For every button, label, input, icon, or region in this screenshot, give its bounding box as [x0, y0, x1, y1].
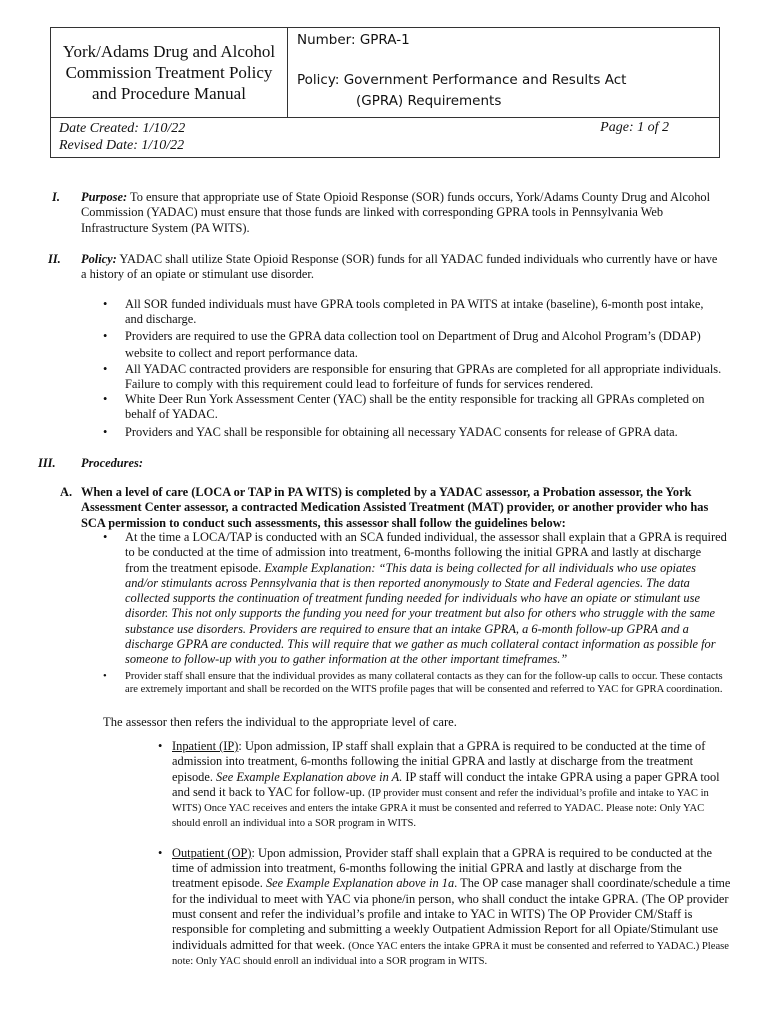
- inpatient-example-ref: See Example Explanation above in A.: [216, 769, 403, 784]
- assessor-guideline-item: • Provider staff shall ensure that the individual provides as many collateral contacts as they can for the follow-up calls to occur. These contacts are extremely important and shall be recorded on the WITS profile pages that will be consented and referred to YAC for GPRA coordination.: [100, 670, 728, 696]
- outpatient-text: : Upon admission, Provider staff shall explain that a GPRA is required to be conducted at the time of admission into treatment, 6-months following the initial GPRA and lastly at discharge from the treatment episode.: [172, 845, 713, 891]
- subsection-a-heading: When a level of care (LOCA or TAP in PA WITS) is completed by a YADAC assessor, a Probation assessor, the York Assessment Center assessor, a contracted Medication Assisted Treatment (MAT) provider, or another provider who has SCA permission to conduct such assessments, this assessor shall follow the guidelines below:: [81, 485, 709, 530]
- section-numeral-procedures: III.: [38, 456, 56, 470]
- assessor-guideline-item: [100, 530, 728, 668]
- outpatient-text-cont: . The OP case manager shall coordinate/schedule a time for the individual to meet with YAC via phone/in person, who shall conduct the intake GPRA. (The OP provider must consent and refer the individual’s profile and intake to YAC in WITS) The OP Provider CM/Staff is responsible for completing and submitting a weekly Outpatient Admission Report for all Opiate/Stimulant use individuals admitted for that week.: [172, 876, 731, 952]
- page-number: Page: 1 of 2: [600, 120, 669, 135]
- policy-number: Number: GPRA-1: [297, 32, 410, 48]
- header-top-row: [51, 28, 719, 118]
- policy-bullet: • Providers and YAC shall be responsible for obtaining all necessary YADAC consents for release of GPRA data.: [100, 425, 722, 440]
- policy-bullet: • Providers are required to use the GPRA data collection tool on Department of Drug and Alcohol Program’s (DDAP) website to collect and report performance data.: [100, 328, 722, 362]
- outpatient-label: Outpatient (OP): [172, 845, 252, 860]
- header-table: [50, 27, 720, 158]
- manual-title: York/Adams Drug and Alcohol Commission Treatment Policy and Procedure Manual: [51, 28, 288, 117]
- assessor-refers-text: The assessor then refers the individual to the appropriate level of care.: [103, 715, 457, 729]
- section-numeral-policy: II.: [48, 252, 61, 266]
- purpose-label: Purpose:: [81, 190, 128, 204]
- guideline-text: At the time a LOCA/TAP is conducted with an SCA funded individual, the assessor shall explain that a GPRA is required to be conducted at the time of admission into treatment, 6-months following the initial GPRA and lastly at discharge from the treatment episode.: [125, 530, 727, 575]
- inpatient-label: Inpatient (IP): [172, 739, 239, 753]
- purpose-text: To ensure that appropriate use of State Opioid Response (SOR) funds occurs, York/Adams County Drug and Alcohol Commission (YADAC) must ensure that those funds are linked with corresponding GPRA tools in Pennsylvania Web Infrastructure System (PA WITS).: [81, 190, 711, 235]
- policy-name-line2: (GPRA) Requirements: [356, 93, 502, 109]
- policy-label: Policy:: [81, 252, 117, 266]
- policy-bullet: • All SOR funded individuals must have GPRA tools completed in PA WITS at intake (baseline), 6-month post intake, and discharge.: [100, 297, 722, 328]
- purpose-section: [81, 190, 721, 236]
- date-created: Date Created: 1/10/22: [59, 121, 186, 136]
- policy-meta: [297, 28, 717, 117]
- outpatient-note: (Once YAC enters the intake GPRA it must be consented and referred to YADAC.) Please note: Only YAC should enroll an individual into a SOR program in WITS.: [172, 940, 729, 967]
- policy-bullet-list: [100, 297, 722, 440]
- outpatient-item: [155, 846, 731, 968]
- inpatient-note: (IP provider must consent and refer the individual’s profile and intake to YAC in WITS) Once YAC receives and enters the intake GPRA it must be consented and referred to YADAC. Please note: Only YAC should enroll an individual into a SOR program in WITS.: [172, 787, 709, 830]
- inpatient-text: : Upon admission, IP staff shall explain that a GPRA is required to be conducted at the time of admission into treatment, 6-months following the initial GPRA and lastly at discharge from the treatment episode.: [172, 739, 706, 784]
- subsection-letter-a: A.: [60, 485, 73, 499]
- outpatient-example-ref: See Example Explanation above in 1a: [265, 876, 455, 891]
- policy-name-line1: Policy: Government Performance and Results Act: [297, 72, 627, 88]
- inpatient-item: [155, 739, 731, 831]
- policy-section: [81, 252, 721, 283]
- policy-text: YADAC shall utilize State Opioid Response (SOR) funds for all YADAC funded individuals who currently have or have a history of an opiate or stimulant use disorder.: [81, 252, 718, 282]
- policy-bullet: • All YADAC contracted providers are responsible for ensuring that GPRAs are completed for all appropriate individuals. Failure to comply with this requirement could lead to forfeiture of funds for services rendered.: [100, 362, 722, 393]
- policy-bullet: • White Deer Run York Assessment Center (YAC) shall be the entity responsible for tracking all GPRAs completed on behalf of YADAC.: [100, 392, 722, 423]
- section-numeral-purpose: I.: [52, 190, 60, 204]
- level-of-care-list: [155, 739, 731, 968]
- inpatient-text-cont: IP staff will conduct the intake GPRA using a paper GPRA tool and send it back to YAC for follow-up.: [172, 769, 720, 799]
- policy-dates: [59, 120, 185, 154]
- example-explanation: Example Explanation: “This data is being collected for all individuals who use opiates and/or stimulants across Pennsylvania that is then reported anonymously to State and Federal agencies. The data collected supports the continuation of treatment funding needed for individuals who have an opiate or stimulant use disorder. This not only supports the funding you need for your treatment but also for others who struggle with the same substance use disorders. Providers are required to ensure that an intake GPRA, a 6-month follow-up GPRA and a discharge GPRA are conducted. This will require that we gather as much collateral contact information as possible for someone to follow-up with you to gather information at the other important timeframes.”: [125, 560, 716, 667]
- revised-date: Revised Date: 1/10/22: [59, 138, 185, 153]
- procedures-label: Procedures:: [81, 456, 143, 470]
- assessor-guideline-list: [100, 530, 728, 696]
